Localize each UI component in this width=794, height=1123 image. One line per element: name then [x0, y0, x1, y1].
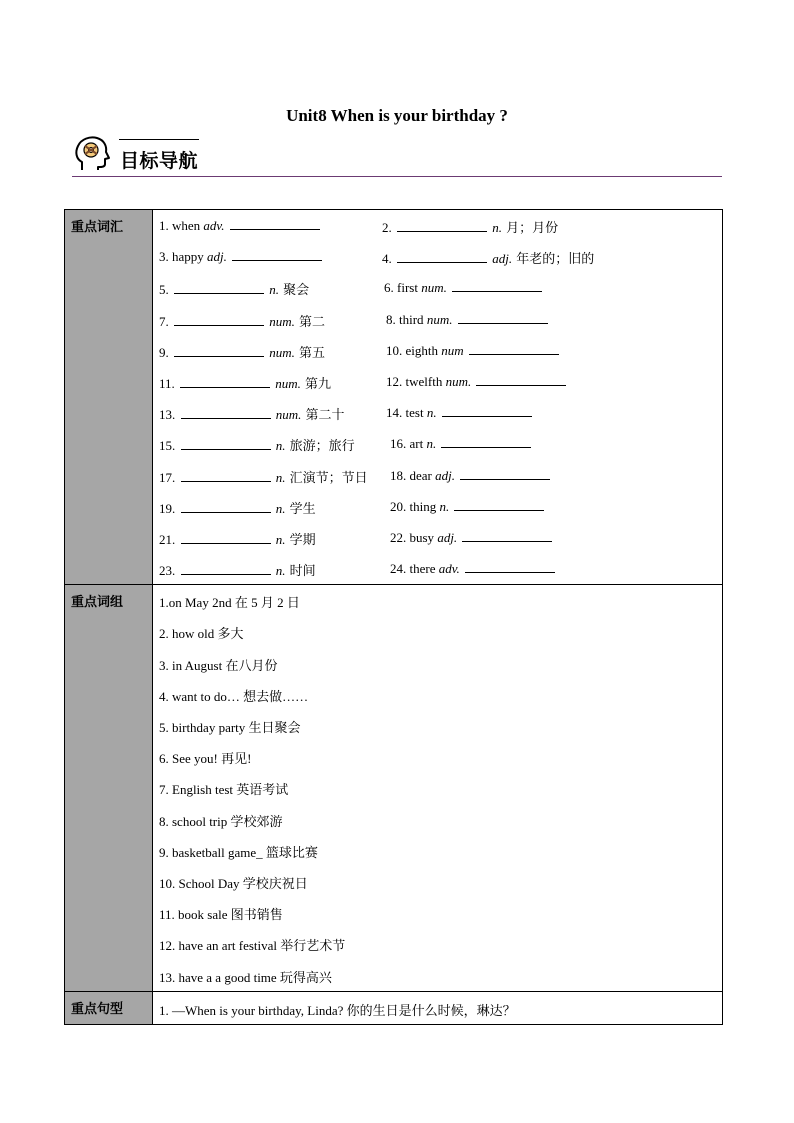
page-title: Unit8 When is your birthday ? — [286, 106, 508, 125]
answer-blank — [397, 250, 487, 263]
vocab-row — [153, 397, 722, 428]
chinese-meaning: 第九 — [300, 376, 332, 392]
vocab-label: 重点词汇 — [65, 210, 153, 585]
phrase-row — [153, 585, 722, 616]
phrase-text: 2. how old 多大 — [159, 626, 244, 642]
answer-blank — [397, 219, 487, 232]
answer-blank — [458, 311, 548, 324]
part-of-speech: num. — [275, 407, 302, 423]
answer-blank — [462, 529, 552, 542]
phrase-text: 9. basketball game_ 篮球比赛 — [159, 844, 318, 860]
answer-blank — [181, 469, 271, 482]
chinese-meaning: 第二十 — [301, 408, 345, 424]
entry-text: 14. test — [386, 405, 427, 421]
part-of-speech: n. — [439, 498, 450, 514]
answer-blank — [181, 562, 271, 575]
part-of-speech: adj. — [492, 251, 513, 267]
phrase-row — [153, 616, 722, 647]
vocab-left-entry — [159, 342, 325, 361]
vocab-right-entry — [390, 435, 533, 452]
phrase-text: 11. book sale 图书销售 — [159, 907, 283, 923]
phrase-row — [153, 772, 722, 803]
answer-blank — [174, 313, 264, 326]
phrase-text: 1.on May 2nd 在 5 月 2 日 — [159, 595, 300, 611]
chinese-meaning: 月；月份 — [502, 221, 559, 236]
sentence-text: 1. —When is your birthday, Linda? 你的生日是什么时候，琳达？ — [159, 1002, 516, 1018]
vocab-right-entry — [390, 498, 546, 515]
entry-text: 12. twelfth — [386, 373, 446, 389]
answer-blank — [452, 279, 542, 292]
phrase-row — [153, 928, 722, 959]
sentences-content — [153, 991, 723, 1024]
phrase-text: 10. School Day 学校庆祝日 — [159, 875, 308, 891]
answer-blank — [469, 342, 559, 355]
vocab-row — [153, 241, 722, 272]
vocab-left-entry — [159, 529, 316, 548]
entry-text: 24. there — [390, 561, 439, 577]
part-of-speech: num. — [275, 375, 301, 391]
phrase-row — [153, 897, 722, 928]
entry-text: 16. art — [390, 436, 427, 452]
entry-text: 17. — [159, 469, 179, 485]
answer-blank — [441, 435, 531, 448]
phrase-text: 13. have a a good time 玩得高兴 — [159, 969, 332, 985]
phrase-row — [153, 679, 722, 710]
part-of-speech: adj. — [435, 467, 455, 483]
part-of-speech: adv. — [438, 561, 460, 577]
vocab-row — [153, 366, 722, 397]
entry-text: 21. — [159, 531, 179, 547]
phrase-row — [153, 804, 722, 835]
answer-blank — [232, 248, 322, 261]
part-of-speech: n. — [275, 469, 286, 485]
vocab-left-entry — [159, 373, 331, 392]
phrase-row — [153, 866, 722, 897]
vocab-content — [153, 210, 723, 585]
banner-label: 目标导航 — [120, 150, 199, 172]
phrase-text: 4. want to do… 想去做…… — [159, 688, 309, 704]
answer-blank — [181, 406, 271, 419]
sentences-section — [65, 991, 723, 1024]
entry-text: 8. third — [386, 311, 427, 327]
study-table — [64, 209, 723, 1025]
vocab-left-entry — [159, 560, 316, 579]
entry-text: 19. — [159, 500, 179, 516]
answer-blank — [476, 373, 566, 386]
chinese-meaning: 年老的；旧的 — [512, 252, 595, 268]
chinese-meaning: 聚会 — [279, 283, 310, 299]
chinese-meaning: 学生 — [285, 501, 316, 517]
vocab-row — [153, 335, 722, 366]
entry-text: 15. — [159, 438, 179, 454]
chinese-meaning: 时间 — [285, 564, 316, 580]
vocab-row — [153, 460, 722, 491]
vocab-right-entry — [386, 373, 568, 390]
entry-text: 7. — [159, 313, 172, 329]
phrase-text: 3. in August 在八月份 — [159, 657, 278, 673]
part-of-speech: num. — [269, 313, 295, 329]
vocab-row — [153, 522, 722, 553]
entry-text: 4. — [382, 251, 395, 267]
entry-text: 13. — [159, 407, 179, 423]
entry-text: 6. first — [384, 280, 422, 296]
part-of-speech: n. — [492, 220, 502, 235]
vocab-section — [65, 210, 723, 585]
entry-text: 2. — [382, 220, 395, 235]
phrase-row — [153, 960, 722, 991]
vocab-right-entry — [382, 248, 594, 267]
entry-text: 1. when — [159, 218, 204, 233]
vocab-row — [153, 491, 722, 522]
vocab-right-entry — [386, 404, 534, 421]
answer-blank — [174, 281, 264, 294]
sentences-label: 重点句型 — [65, 991, 153, 1024]
vocab-left-entry — [159, 279, 309, 298]
part-of-speech: num — [441, 342, 464, 358]
part-of-speech: n. — [426, 436, 437, 452]
phrases-content — [153, 585, 723, 991]
answer-blank — [454, 498, 544, 511]
vocab-row — [153, 553, 722, 584]
part-of-speech: n. — [275, 438, 286, 454]
phrase-row — [153, 835, 722, 866]
vocab-row — [153, 428, 722, 459]
vocab-right-entry — [386, 311, 550, 328]
phrase-text: 12. have an art festival 举行艺术节 — [159, 938, 346, 954]
vocab-row — [153, 210, 722, 241]
part-of-speech: num. — [421, 280, 447, 296]
vocab-right-entry — [390, 467, 552, 484]
vocab-right-entry — [384, 279, 544, 296]
part-of-speech: adj. — [207, 249, 227, 265]
section-banner — [72, 134, 722, 178]
vocab-left-entry — [159, 498, 316, 517]
chinese-meaning: 学期 — [285, 532, 316, 548]
vocab-left-entry — [159, 311, 325, 330]
answer-blank — [465, 560, 555, 573]
answer-blank — [181, 531, 271, 544]
vocab-right-entry — [382, 217, 558, 236]
vocab-left-entry — [159, 435, 355, 454]
part-of-speech: n. — [275, 531, 286, 547]
entry-text: 18. dear — [390, 467, 436, 483]
phrase-row — [153, 710, 722, 741]
vocab-right-entry — [390, 560, 557, 577]
entry-text: 11. — [159, 375, 179, 391]
chinese-meaning: 第二 — [294, 314, 326, 330]
part-of-speech: n. — [275, 500, 286, 516]
vocab-row — [153, 304, 722, 335]
entry-text: 23. — [159, 563, 179, 579]
answer-blank — [181, 500, 271, 513]
entry-text: 10. eighth — [386, 342, 442, 358]
phrases-section — [65, 585, 723, 991]
part-of-speech: n. — [426, 405, 437, 421]
part-of-speech: num. — [445, 373, 472, 389]
entry-text: 20. thing — [390, 498, 440, 514]
part-of-speech: n. — [269, 282, 279, 298]
phrase-row — [153, 741, 722, 772]
answer-blank — [460, 467, 550, 480]
part-of-speech: adj. — [437, 529, 458, 545]
entry-text: 9. — [159, 344, 172, 360]
answer-blank — [181, 437, 271, 450]
entry-text: 22. busy — [390, 529, 438, 545]
vocab-row — [153, 272, 722, 303]
chinese-meaning: 旅游；旅行 — [285, 439, 355, 455]
phrases-label: 重点词组 — [65, 585, 153, 991]
vocab-left-entry — [159, 217, 322, 234]
phrase-text: 7. English test 英语考试 — [159, 782, 289, 798]
entry-text: 3. happy — [159, 249, 208, 265]
phrase-row — [153, 648, 722, 679]
vocab-left-entry — [159, 248, 324, 265]
chinese-meaning: 第五 — [294, 345, 326, 361]
chinese-meaning: 汇演节；节日 — [285, 470, 368, 486]
phrase-text: 6. See you! 再见! — [159, 751, 252, 767]
banner-top-rule — [119, 139, 199, 140]
sentence-row — [153, 992, 722, 1024]
part-of-speech: num. — [426, 311, 453, 327]
answer-blank — [442, 404, 532, 417]
head-gears-icon — [72, 134, 112, 174]
vocab-right-entry — [386, 342, 561, 359]
banner-divider — [72, 176, 722, 177]
part-of-speech: adv. — [203, 218, 225, 233]
vocab-left-entry — [159, 404, 345, 423]
answer-blank — [174, 344, 264, 357]
part-of-speech: n. — [275, 563, 286, 579]
phrase-text: 8. school trip 学校郊游 — [159, 813, 283, 829]
answer-blank — [180, 375, 270, 388]
phrase-text: 5. birthday party 生日聚会 — [159, 720, 301, 735]
vocab-left-entry — [159, 467, 368, 486]
answer-blank — [230, 217, 320, 230]
entry-text: 5. — [159, 282, 172, 298]
vocab-right-entry — [390, 529, 554, 546]
part-of-speech: num. — [269, 344, 295, 360]
